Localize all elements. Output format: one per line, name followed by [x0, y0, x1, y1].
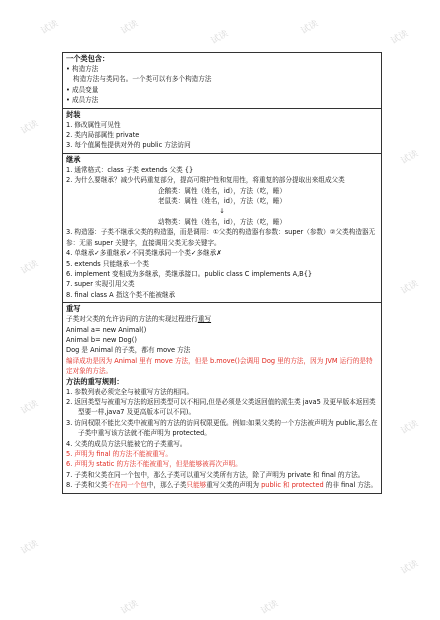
down-arrow-icon: ↓ — [219, 207, 225, 216]
override-note: 编译成功是因为 Animal 里有 move 方法，但是 b.move()会调用 Dog 里的方法，因为 JVM 运行的是特定对象的方法。 — [66, 356, 373, 376]
section-override — [63, 303, 381, 493]
rule8-highlight: 不在同一个包 — [107, 481, 147, 490]
rule-item: 7. 子类和父类在同一个包中，那么子类可以重写父类所有方法，除了声明为 private 和 final 的方法。 — [66, 470, 365, 479]
bullet-member-method: • 成员方法 — [66, 96, 99, 105]
rule8-highlight: public 和 protected — [261, 481, 324, 490]
list-item: 4. 单继承✓多重继承✓不同类继承同一个类✓多继承✗ — [66, 249, 222, 258]
rules-title: 方法的重写规则： — [66, 376, 124, 386]
list-item: 8. final class A 指这个类不能被继承 — [66, 290, 176, 299]
watermark-text: 试读 — [19, 118, 41, 137]
list-item: 3. 构造器：子类不继承父类的构造器，而是调用：①父类的构造器有参数：super（参数）②父类构造器无参：无需 super 关键字，直接调用父类无参关键字。 — [66, 228, 376, 247]
watermark-text: 试读 — [299, 18, 321, 37]
list-item: 1. 通常格式：class 子类 extends 父类 {} — [66, 165, 194, 174]
list-item: 6. implement 变相成为多继承，类继承接口。public class C implements A,B{} — [66, 269, 313, 278]
section-title: 重写 — [66, 304, 81, 314]
rule8-part: 8. 子类和父类 — [66, 481, 108, 490]
intro-underlined: 重写 — [197, 315, 212, 324]
rule8-highlight: 只能够 — [186, 481, 207, 490]
watermark-text: 试读 — [399, 278, 421, 297]
list-item: 3. 每个值属性提供对外的 public 方法访问 — [66, 141, 191, 150]
watermark-text: 试读 — [389, 28, 411, 47]
list-item: 2. 为什么要继承？减少代码重复部分，提高可维护性和复用性，将重复的部分提取出来组成父类 — [66, 176, 345, 185]
rule8-part: 的非 final 方法。 — [323, 481, 378, 490]
rule-item: 4. 父类的成员方法只能被它的子类重写。 — [66, 439, 187, 448]
rule-item: 1. 参数列表必须完全与被重写方法的相同。 — [66, 387, 194, 396]
watermark-text: 试读 — [19, 398, 41, 417]
code-line: Animal a= new Animal() — [66, 325, 147, 334]
watermark-text: 试读 — [399, 418, 421, 437]
section-inheritance — [63, 154, 381, 303]
example-animal: 动物类：属性（姓名，id），方法（吃，睡） — [158, 217, 286, 226]
constructor-desc: 构造方法与类同名。一个类可以有多个构造方法 — [73, 75, 212, 84]
watermark-text: 试读 — [39, 18, 61, 37]
watermark-text: 试读 — [259, 598, 281, 617]
rule8-part: 中，那么子类 — [146, 481, 187, 490]
rule-item: 6. 声明为 static 的方法不能被重写，但是能够被再次声明。 — [66, 460, 242, 469]
rule-item: 3. 访问权限不能比父类中被重写的方法的访问权限更低。例如:如果父类的一个方法被声明为 public,那么在子类中重写该方法就不能声明为 protected。 — [66, 418, 378, 438]
watermark-text: 试读 — [19, 538, 41, 557]
watermark-text: 试读 — [119, 598, 141, 617]
example-mouse: 老鼠类：属性（姓名，id），方法（吃，睡） — [158, 197, 286, 206]
override-intro — [66, 314, 378, 324]
rule8-part: 重写父类的声明为 — [206, 481, 262, 490]
section-class-contents — [63, 53, 381, 109]
watermark-text: 试读 — [399, 148, 421, 167]
watermark-text: 试读 — [19, 258, 41, 277]
section-title: 继承 — [66, 154, 81, 164]
section-title: 一个类包含： — [66, 54, 110, 63]
watermark-text: 试读 — [209, 28, 231, 47]
watermark-text: 试读 — [399, 558, 421, 577]
list-item: 1. 修改属性可见性 — [66, 120, 121, 129]
intro-text: 子类对父类的允许访问的方法的实现过程进行 — [66, 315, 198, 324]
list-item: 7. super 实现引用父类 — [66, 280, 135, 289]
bullet-constructor: • 构造方法 — [66, 65, 99, 73]
rule-item — [66, 480, 378, 490]
code-line: Animal b= new Dog() — [66, 335, 137, 344]
watermark-text: 试读 — [119, 18, 141, 37]
rule-item: 5. 声明为 final 的方法不能被重写。 — [66, 450, 172, 458]
notes-table — [62, 52, 382, 494]
example-penguin: 企鹅类：属性（姓名，id），方法（吃，睡） — [158, 186, 286, 195]
bullet-member-variable: • 成员变量 — [66, 85, 99, 94]
list-item: 2. 类内局部属性 private — [66, 131, 140, 140]
code-line: Dog 是 Animal 的子类，都有 move 方法 — [66, 346, 191, 355]
section-title: 封装 — [66, 109, 81, 119]
rule-item: 2. 返回类型与被重写方法的返回类型可以不相同,但是必须是父类返回值的派生类 java5 及更早版本返回类型要一样,java7 及更高版本可以不同)。 — [66, 397, 376, 417]
list-item: 5. extends 只能继承一个类 — [66, 259, 149, 268]
section-encapsulation — [63, 109, 381, 154]
